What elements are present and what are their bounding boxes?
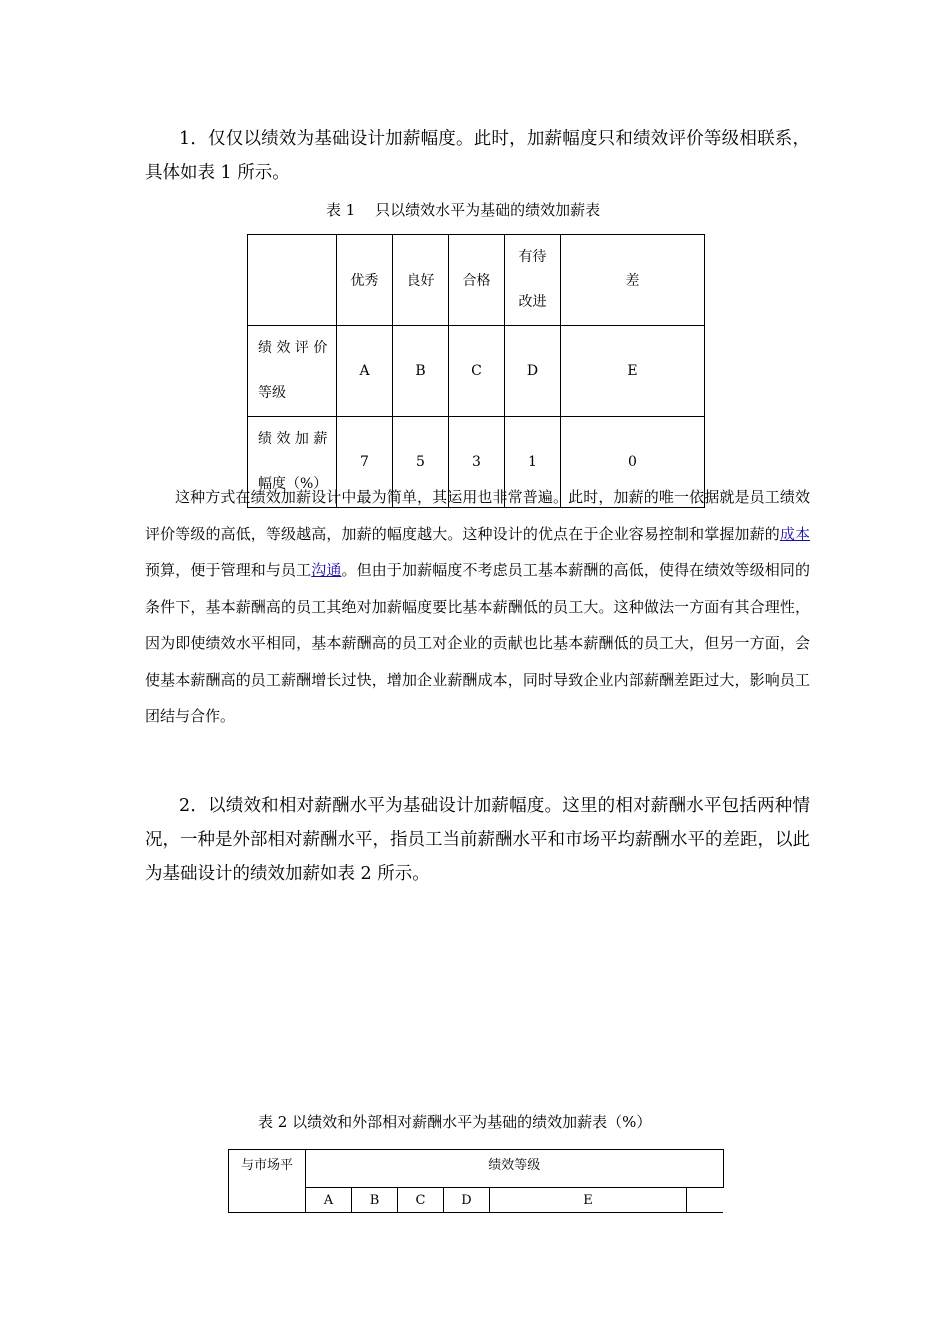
table1-cell: 5: [393, 417, 449, 508]
table1-row-label-line: 绩 效 评 价: [258, 340, 328, 356]
table1-header-cell: 良好: [393, 235, 449, 326]
paragraph-text: 。但由于加薪幅度不考虑员工基本薪酬的高低，使得在绩效等级相同的条件下，基本薪酬高的员工其绝对加薪幅度要比基本薪酬低的员工大。这种做法一方面有其合理性，因为即使绩效水平相同，基本薪酬高的员工对企业的贡献也比基本薪酬低的员工大，但另一方面，会使基本薪酬高的员工薪酬增长过快，增加企业薪酬成本，同时导致企业内部薪酬差距过大，影响员工团结与合作。: [145, 561, 810, 725]
table1-caption: 表 1 只以绩效水平为基础的绩效加薪表: [326, 201, 601, 219]
table1-header-line: 有待: [518, 249, 547, 265]
table1-cell: 3: [449, 417, 505, 508]
paragraph-text: 预算，便于管理和与员工: [145, 561, 312, 579]
table2-header-row: [229, 1150, 724, 1188]
paragraph-method-1: 1．仅仅以绩效为基础设计加薪幅度。此时，加薪幅度只和绩效评价等级相联系，具体如表 1 所示。: [145, 129, 810, 183]
table2-group-header: 绩效等级: [306, 1150, 724, 1188]
table1-corner-cell: [248, 235, 337, 326]
table1-row-label-line: 绩 效 加 薪: [258, 431, 328, 447]
table1-header-cell: 差: [561, 235, 705, 326]
table2-corner-cell: 与市场平: [229, 1150, 306, 1213]
table1-header-line: 改进: [518, 294, 547, 310]
table2-grade-cell: A: [306, 1188, 352, 1213]
table1-cell: E: [561, 326, 705, 417]
table1-row-label: [248, 326, 337, 417]
table2-empty-cell: [687, 1188, 724, 1213]
table1: [247, 234, 705, 508]
table1-cell: 0: [561, 417, 705, 508]
table2-caption: 表 2 以绩效和外部相对薪酬水平为基础的绩效加薪表（%）: [258, 1113, 652, 1131]
table1-header-cell: 优秀: [337, 235, 393, 326]
table2-grade-cell: E: [490, 1188, 687, 1213]
table1-cell: 7: [337, 417, 393, 508]
communication-link[interactable]: 沟通: [311, 561, 342, 579]
table1-cell: 1: [505, 417, 561, 508]
table1-row-label-line: 等级: [258, 385, 286, 401]
table1-row-label-line: 幅度（%）: [258, 476, 328, 492]
table1-cell: A: [337, 326, 393, 417]
table1-header-cell: 合格: [449, 235, 505, 326]
table2: [228, 1149, 724, 1213]
table2-grade-cell: B: [352, 1188, 398, 1213]
paragraph-text: 这种方式在绩效加薪设计中最为简单，其运用也非常普遍。此时，加薪的唯一依据就是员工绩效评价等级的高低，等级越高，加薪的幅度越大。这种设计的优点在于企业容易控制和掌握加薪的: [145, 488, 810, 543]
table1-cell: C: [449, 326, 505, 417]
table1-cell: B: [393, 326, 449, 417]
paragraph-method-2: 2．以绩效和相对薪酬水平为基础设计加薪幅度。这里的相对薪酬水平包括两种情况，一种是外部相对薪酬水平，指员工当前薪酬水平和市场平均薪酬水平的差距，以此为基础设计的绩效加薪如表 2 所示。: [145, 796, 810, 884]
table1-header-row: [248, 235, 705, 326]
cost-link[interactable]: 成本: [779, 524, 810, 543]
table1-header-cell: [505, 235, 561, 326]
paragraph-method-1-explanation: [145, 479, 810, 735]
table1-cell: D: [505, 326, 561, 417]
table2-grade-cell: D: [444, 1188, 490, 1213]
table1-row-grade: [248, 326, 705, 417]
table2-grade-cell: C: [398, 1188, 444, 1213]
